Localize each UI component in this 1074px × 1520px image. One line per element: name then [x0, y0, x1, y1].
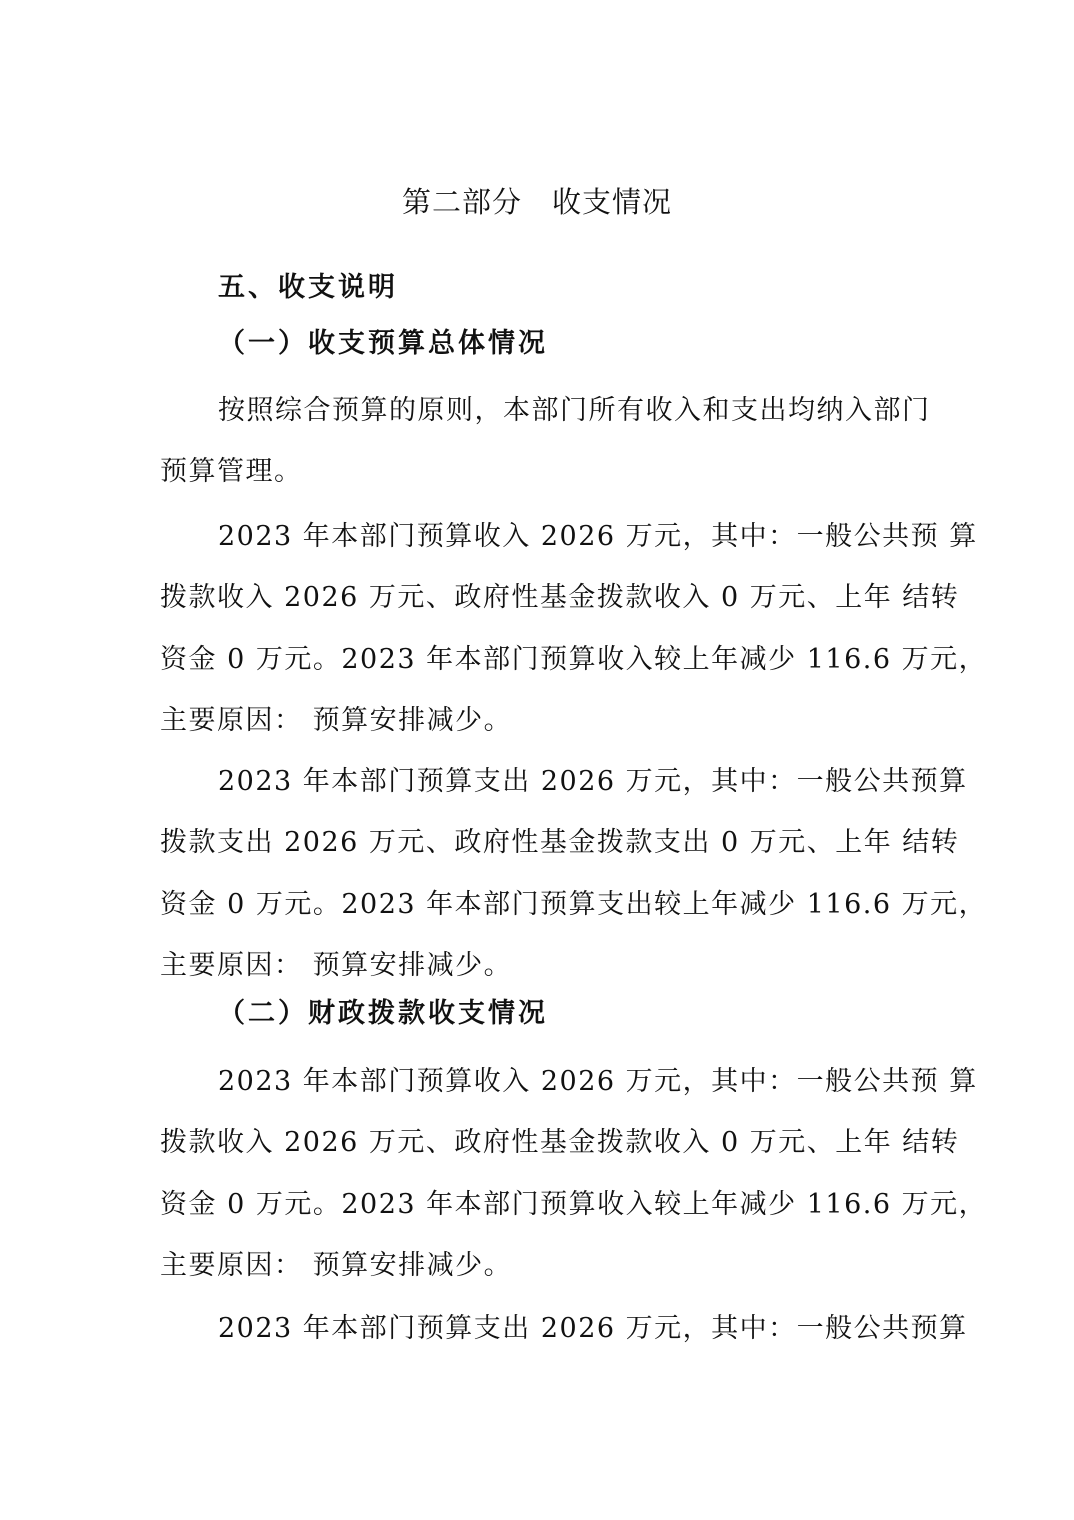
paragraph-line: 资金 0 万元。2023 年本部门预算支出较上年减少 116.6 万元，: [160, 888, 988, 920]
paragraph-line: 拨款收入 2026 万元、政府性基金拨款收入 0 万元、上年 结转: [160, 582, 960, 614]
paragraph-expenditure-budget: [160, 751, 988, 996]
paragraph-line: 拨款收入 2026 万元、政府性基金拨款收入 0 万元、上年 结转: [160, 1127, 960, 1159]
subsection-heading-overall-budget: （一）收支预算总体情况: [218, 328, 548, 359]
paragraph-line: 资金 0 万元。2023 年本部门预算收入较上年减少 116.6 万元，: [160, 1188, 988, 1220]
paragraph-fiscal-expenditure: [160, 1298, 968, 1359]
paragraph-line: 资金 0 万元。2023 年本部门预算收入较上年减少 116.6 万元，: [160, 643, 988, 675]
paragraph-line: 2023 年本部门预算收入 2026 万元，其中：一般公共预 算: [218, 1066, 978, 1097]
paragraph-line: 2023 年本部门预算收入 2026 万元，其中：一般公共预 算: [218, 521, 978, 552]
subsection-heading-fiscal-appropriation: （二）财政拨款收支情况: [218, 998, 548, 1029]
paragraph-fiscal-revenue: [160, 1051, 988, 1296]
paragraph-line: 2023 年本部门预算支出 2026 万元，其中：一般公共预算: [218, 766, 968, 797]
paragraph-line: 预算管理。: [160, 456, 303, 488]
paragraph-line: 主要原因： 预算安排减少。: [160, 704, 513, 736]
paragraph-line: 2023 年本部门预算支出 2026 万元，其中：一般公共预算: [218, 1313, 968, 1344]
paragraph-revenue-budget: [160, 506, 988, 751]
paragraph-line: 主要原因： 预算安排减少。: [160, 1249, 513, 1281]
paragraph-line: 按照综合预算的原则，本部门所有收入和支出均纳入部门: [218, 395, 931, 426]
paragraph-budget-principle: [160, 380, 930, 503]
paragraph-line: 主要原因： 预算安排减少。: [160, 949, 513, 981]
section-heading: 五、收支说明: [218, 272, 398, 303]
page-title: 第二部分 收支情况: [401, 185, 672, 219]
paragraph-line: 拨款支出 2026 万元、政府性基金拨款支出 0 万元、上年 结转: [160, 827, 960, 859]
